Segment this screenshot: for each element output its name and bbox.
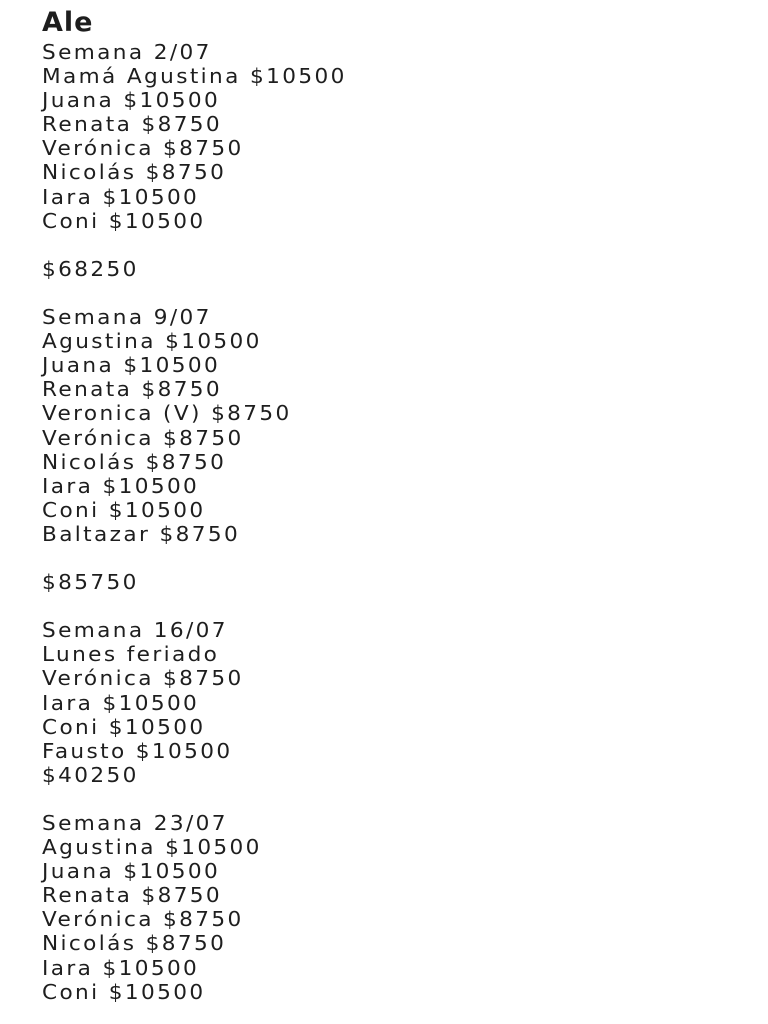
note-line: Verónica $8750 — [42, 907, 244, 932]
blank-line — [42, 594, 742, 618]
blank-line — [42, 233, 742, 257]
note-line: Juana $10500 — [42, 88, 221, 113]
note-title: Ale — [42, 7, 94, 38]
note-line: Verónica $8750 — [42, 666, 244, 691]
note-line: Juana $10500 — [42, 353, 221, 378]
note-line: Veronica (V) $8750 — [42, 401, 292, 426]
note-line: $68250 — [42, 256, 139, 281]
note-line: Coni $10500 — [42, 497, 206, 522]
note-body[interactable] — [42, 6, 742, 1004]
note-line: Semana 16/07 — [42, 618, 228, 643]
blank-line — [42, 281, 742, 305]
note-line: Nicolás $8750 — [42, 931, 227, 956]
note-line: Renata $8750 — [42, 377, 223, 402]
note-line: Renata $8750 — [42, 883, 223, 908]
note-line: $40250 — [42, 762, 139, 787]
note-line: Iara $10500 — [42, 955, 200, 980]
note-line: Mamá Agustina $10500 — [42, 64, 347, 89]
note-line: Agustina $10500 — [42, 835, 262, 860]
note-line: Juana $10500 — [42, 859, 221, 884]
note-line: Baltazar $8750 — [42, 521, 241, 546]
note-line: Verónica $8750 — [42, 425, 244, 450]
note-line: Semana 2/07 — [42, 40, 212, 64]
note-line: Iara $10500 — [42, 184, 200, 209]
note-line: Iara $10500 — [42, 690, 200, 715]
note-line: Coni $10500 — [42, 714, 206, 739]
note-line: Semana 23/07 — [42, 811, 228, 835]
blank-line — [42, 787, 742, 811]
note-line: $85750 — [42, 570, 139, 595]
note-line: Coni $10500 — [42, 208, 206, 233]
note-line: Coni $10500 — [42, 979, 206, 1004]
note-line: Agustina $10500 — [42, 329, 262, 354]
note-line: Renata $8750 — [42, 112, 223, 137]
note-line: Fausto $10500 — [42, 738, 233, 763]
note-line: Lunes feriado — [42, 642, 220, 667]
note-lines — [42, 40, 742, 1004]
note-line: Verónica $8750 — [42, 136, 244, 161]
note-line: Iara $10500 — [42, 473, 200, 498]
note-line: Semana 9/07 — [42, 305, 212, 330]
blank-line — [42, 546, 742, 570]
note-line: Nicolás $8750 — [42, 449, 227, 474]
note-line: Nicolás $8750 — [42, 160, 227, 185]
